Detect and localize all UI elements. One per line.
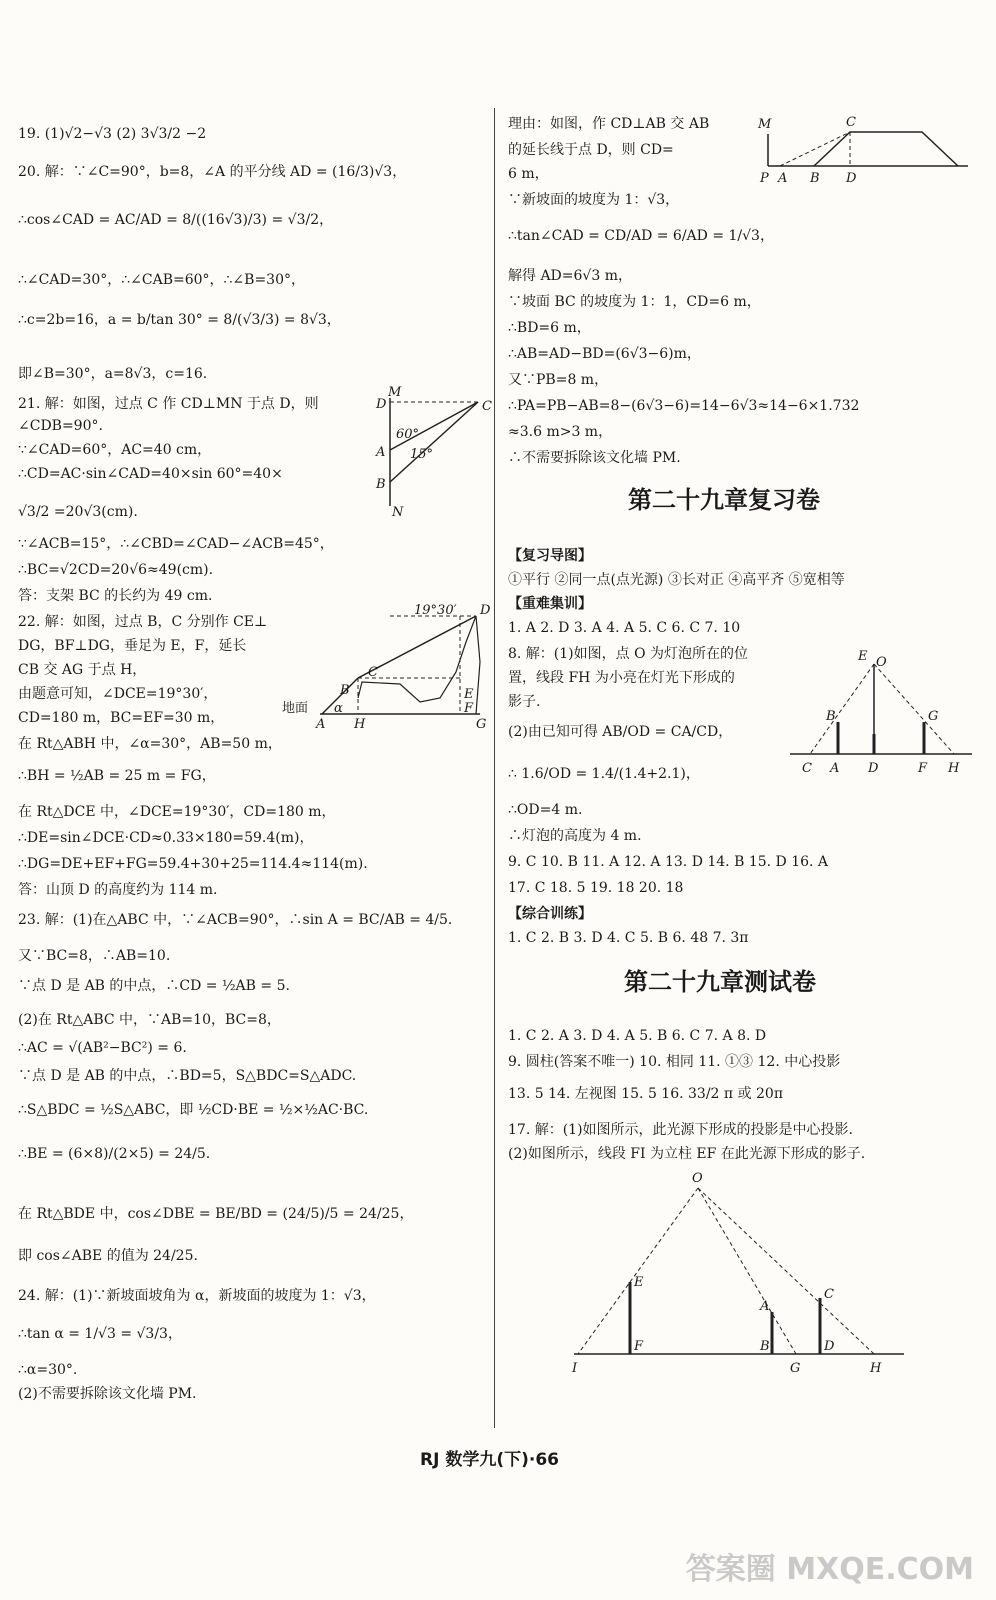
label-A: A — [376, 445, 386, 460]
q21-line6: ∵∠ACB=15°，∴∠CBD=∠CAD−∠ACB=45°， — [18, 536, 334, 552]
label-C: C — [846, 115, 856, 130]
label-I: I — [572, 1361, 578, 1376]
q22-line10: ∴DG=DE+EF+FG=59.4+30+25=114.4≈114(m). — [18, 856, 368, 872]
label-B: B — [376, 477, 386, 492]
label-H: H — [948, 761, 960, 776]
label-C: C — [368, 665, 378, 680]
label-E: E — [858, 649, 868, 664]
label-C: C — [802, 761, 812, 776]
key-line-9: 9. C 10. B 11. A 12. A 13. D 14. B 15. D 16. A — [508, 854, 829, 870]
q24-reason-9: ∴AB=AD−BD=(6√3−6)m， — [508, 346, 701, 362]
test-line-3: 13. 5 14. 左视图 15. 5 16. 33/2 π 或 20π — [508, 1086, 784, 1102]
q23-line3: ∵点 D 是 AB 的中点，∴CD = ½AB = 5. — [18, 978, 290, 994]
label-alpha: α — [334, 701, 343, 716]
key-line-5: (2)由已知可得 AB/OD = CA/CD， — [508, 724, 733, 740]
q20-line4: ∴c=2b=16，a = b/tan 30° = 8/(√3/3) = 8√3， — [18, 312, 341, 328]
q24-reason-11: ∴PA=PB−AB=8−(6√3−6)=14−6√3≈14−6×1.732 — [508, 398, 860, 414]
label-M: M — [758, 117, 772, 132]
q24-line1: 24. 解：(1)∵新坡面坡角为 α，新坡面的坡度为 1：√3， — [18, 1288, 376, 1304]
guide-line: ①平行 ②同一点(点光源) ③长对正 ④高平齐 ⑤宽相等 — [508, 572, 845, 588]
key-line-3: 置，线段 FH 为小亮在灯光下形成的 — [508, 670, 735, 686]
watermark-logo — [686, 1544, 974, 1588]
label-F: F — [464, 701, 474, 716]
key-line-6: ∴ 1.6/OD = 1.4/(1.4+2.1)， — [508, 766, 700, 782]
q22-line4: 由题意可知，∠DCE=19°30′， — [18, 686, 218, 702]
label-F: F — [634, 1339, 644, 1354]
label-A: A — [760, 1299, 770, 1314]
label-E: E — [634, 1275, 644, 1290]
q24-reason-3: 6 m， — [508, 166, 549, 182]
q23-line6: ∵点 D 是 AB 的中点，∴BD=5，S△BDC=S△ADC. — [18, 1068, 357, 1084]
key-line-10: 17. C 18. 5 19. 18 20. 18 — [508, 880, 684, 896]
q21-line2: ∠CDB=90°. — [18, 418, 103, 434]
q24-reason-8: ∴BD=6 m， — [508, 320, 591, 336]
q23-line1: 23. 解：(1)在△ABC 中，∵∠ACB=90°，∴sin A = BC/AB = 4/5. — [18, 912, 453, 928]
q22-line7: ∴BH = ½AB = 25 m = FG， — [18, 768, 216, 784]
q23-line10: 即 cos∠ABE 的值为 24/25. — [18, 1248, 198, 1264]
label-A: A — [778, 171, 788, 186]
label-D: D — [868, 761, 879, 776]
q23-line9: 在 Rt△BDE 中，cos∠DBE = BE/BD = (24/5)/5 = 24/25， — [18, 1206, 414, 1222]
q22-line1: 22. 解：如图，过点 B，C 分别作 CE⊥ — [18, 614, 268, 630]
q24-reason-6: 解得 AD=6√3 m， — [508, 268, 632, 284]
label-B: B — [760, 1339, 770, 1354]
label-N: N — [392, 505, 404, 520]
q24-reason-12: ≈3.6 m>3 m， — [508, 424, 613, 440]
figure-22 — [280, 602, 500, 732]
label-angle: 19°30′ — [414, 603, 457, 618]
test-line-2: 9. 圆柱(答案不唯一) 10. 相同 11. ①③ 12. 中心投影 — [508, 1054, 841, 1070]
q24-reason-2: 的延长线于点 D，则 CD= — [508, 142, 674, 158]
q22-answer: 答：山顶 D 的高度约为 114 m. — [18, 882, 218, 898]
label-M: M — [388, 385, 402, 400]
q22-line6: 在 Rt△ABH 中，∠α=30°，AB=50 m， — [18, 736, 282, 752]
q23-line8: ∴BE = (6×8)/(2×5) = 24/5. — [18, 1146, 211, 1162]
label-B: B — [810, 171, 820, 186]
label-B: B — [826, 709, 836, 724]
q23-line7: ∴S△BDC = ½S△ABC，即 ½CD·BE = ½×½AC·BC. — [18, 1102, 369, 1118]
q21-line1: 21. 解：如图，过点 C 作 CD⊥MN 于点 D，则 — [18, 396, 319, 412]
label-G: G — [790, 1361, 801, 1376]
label-60: 60° — [396, 427, 420, 442]
watermark-text: 答案圈 MXQE.COM — [685, 1552, 974, 1587]
label-G: G — [928, 709, 939, 724]
q20-line3: ∴∠CAD=30°，∴∠CAB=60°，∴∠B=30°， — [18, 272, 305, 288]
label-C: C — [824, 1287, 834, 1302]
label-ground: 地面 — [282, 701, 309, 716]
q22-line5: CD=180 m，BC=EF=30 m， — [18, 710, 225, 726]
q22-line8: 在 Rt△DCE 中，∠DCE=19°30′，CD=180 m， — [18, 804, 336, 820]
q23-line2: 又∵BC=8，∴AB=10. — [18, 948, 171, 964]
label-A: A — [316, 717, 326, 732]
key-line-1: 1. A 2. D 3. A 4. A 5. C 6. C 7. 10 — [508, 620, 741, 636]
label-O: O — [876, 655, 887, 670]
q21-line4: ∴CD=AC·sin∠CAD=40×sin 60°=40× — [18, 466, 283, 482]
q24-reason-13: ∴不需要拆除该文化墙 PM. — [508, 450, 681, 466]
q24-reason-4: ∵新坡面的坡度为 1：√3， — [508, 192, 680, 208]
key-line-4: 影子. — [508, 694, 541, 710]
figure-8 — [788, 650, 978, 780]
q20-line1: 20. 解：∵∠C=90°，b=8，∠A 的平分线 AD = (16/3)√3， — [18, 164, 407, 180]
q24-reason-1: 理由：如图，作 CD⊥AB 交 AB — [508, 116, 710, 132]
q22-line9: ∴DE=sin∠DCE·CD≈0.33×180=59.4(m)， — [18, 830, 314, 846]
test-line-5: (2)如图所示，线段 FI 为立柱 EF 在此光源下形成的影子. — [508, 1146, 866, 1162]
q21-answer: 答：支架 BC 的长约为 49 cm. — [18, 588, 213, 604]
q19: 19. (1)√2−√3 (2) 3√3/2 −2 — [18, 126, 207, 142]
label-B: B — [340, 683, 350, 698]
label-F: F — [918, 761, 928, 776]
key-line-8: ∴灯泡的高度为 4 m. — [508, 828, 642, 844]
comp-line: 1. C 2. B 3. D 4. C 5. B 6. 48 7. 3π — [508, 930, 749, 946]
figure-17 — [564, 1171, 924, 1384]
label-D: D — [376, 397, 387, 412]
q22-line3: CB 交 AG 于点 H， — [18, 662, 147, 678]
q24-reason-10: 又∵PB=8 m， — [508, 372, 609, 388]
label-D: D — [480, 603, 491, 618]
chapter-title-test: 第二十九章测试卷 — [624, 968, 816, 996]
section-guide: 【复习导图】 — [508, 548, 592, 564]
label-H: H — [354, 717, 366, 732]
q24-line2: ∴tan α = 1/√3 = √3/3， — [18, 1326, 182, 1342]
q23-line5: ∴AC = √(AB²−BC²) = 6. — [18, 1040, 187, 1056]
q20-line5: 即∠B=30°，a=8√3，c=16. — [18, 366, 208, 382]
page-footer: RJ 数学九(下)·66 — [420, 1450, 559, 1470]
label-H: H — [870, 1361, 882, 1376]
figure-21 — [370, 385, 500, 520]
chapter-title-review: 第二十九章复习卷 — [628, 486, 820, 514]
q23-line4: (2)在 Rt△ABC 中，∵AB=10，BC=8， — [18, 1012, 281, 1028]
q24-line3: ∴α=30°. — [18, 1362, 78, 1378]
label-O: O — [692, 1171, 703, 1186]
label-P: P — [760, 171, 769, 186]
test-line-1: 1. C 2. A 3. D 4. A 5. B 6. C 7. A 8. D — [508, 1028, 767, 1044]
label-C: C — [482, 399, 492, 414]
label-E: E — [464, 687, 474, 702]
q24-reason-7: ∵坡面 BC 的坡度为 1：1，CD=6 m， — [508, 294, 761, 310]
label-G: G — [476, 717, 487, 732]
q24-line4: (2)不需要拆除该文化墙 PM. — [18, 1386, 197, 1402]
q21-line7: ∴BC=√2CD=20√6≈49(cm). — [18, 562, 214, 578]
figure-24 — [758, 110, 978, 190]
label-A: A — [830, 761, 840, 776]
q21-line3: ∵∠CAD=60°，AC=40 cm， — [18, 442, 212, 458]
label-D: D — [824, 1339, 835, 1354]
column-divider — [494, 108, 495, 1428]
key-line-7: ∴OD=4 m. — [508, 802, 583, 818]
label-D: D — [846, 171, 857, 186]
q20-line2: ∴cos∠CAD = AC/AD = 8/((16√3)/3) = √3/2， — [18, 212, 334, 228]
label-15: 15° — [410, 447, 434, 462]
q22-line2: DG，BF⊥DG，垂足为 E，F，延长 — [18, 638, 247, 654]
key-line-2: 8. 解：(1)如图，点 O 为灯泡所在的位 — [508, 646, 749, 662]
section-key: 【重难集训】 — [508, 596, 592, 612]
q24-reason-5: ∴tan∠CAD = CD/AD = 6/AD = 1/√3， — [508, 228, 774, 244]
section-comprehensive: 【综合训练】 — [508, 906, 592, 922]
test-line-4: 17. 解：(1)如图所示，此光源下形成的投影是中心投影. — [508, 1122, 853, 1138]
q21-line5: √3/2 =20√3(cm). — [18, 504, 138, 520]
